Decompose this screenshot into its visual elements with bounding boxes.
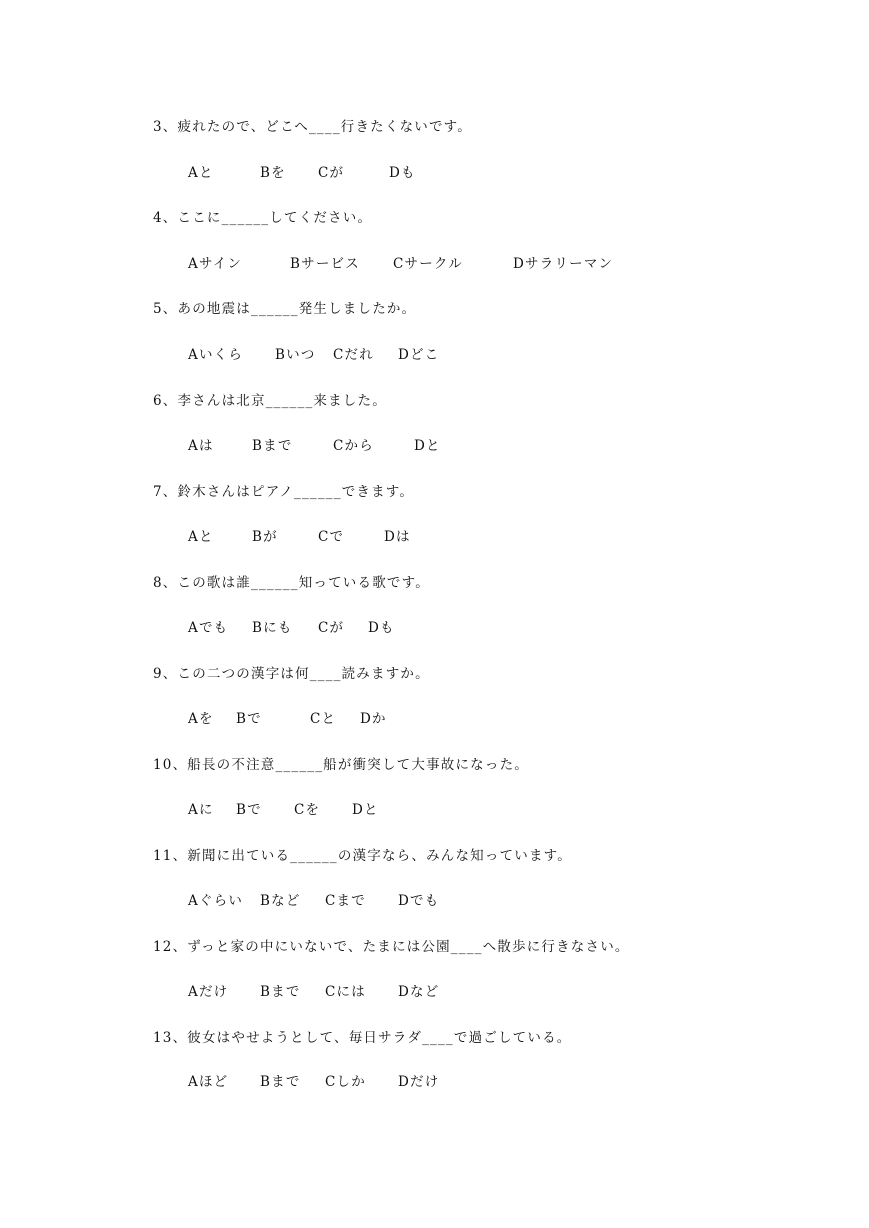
option-a: Aだけ — [188, 984, 229, 1000]
option-b: Bが — [252, 529, 278, 545]
option-a: Aは — [188, 438, 214, 454]
option-a: Aを — [188, 711, 214, 727]
option-d: Dも — [389, 165, 416, 181]
option-d: Dも — [368, 620, 395, 636]
option-c: Cサークル — [393, 256, 463, 272]
option-c: Cだれ — [333, 347, 374, 363]
option-a: Aほど — [188, 1074, 229, 1090]
option-c: Cには — [325, 984, 366, 1000]
option-c: Cから — [333, 438, 374, 454]
option-b: Bまで — [260, 1074, 301, 1090]
option-d: Dは — [384, 529, 411, 545]
option-d: Dと — [414, 438, 441, 454]
question-10: 10、船長の不注意______船が衝突して大事故になった。 — [153, 757, 529, 773]
question-3: 3、疲れたので、どこへ____行きたくないです。 — [153, 119, 472, 135]
option-c: Cまで — [325, 893, 366, 909]
question-12: 12、ずっと家の中にいないで、たまには公園____へ散歩に行きなさい。 — [153, 939, 630, 955]
question-8: 8、この歌は誰______知っている歌です。 — [153, 575, 430, 591]
option-a: Aサイン — [188, 256, 243, 272]
option-d: Dか — [360, 711, 387, 727]
option-c: Cを — [294, 802, 321, 818]
option-b: Bで — [236, 802, 262, 818]
option-b: Bにも — [252, 620, 293, 636]
option-d: Dでも — [398, 893, 440, 909]
option-b: Bサービス — [290, 256, 360, 272]
option-b: Bで — [236, 711, 262, 727]
option-c: Cが — [318, 165, 345, 181]
option-d: Dだけ — [398, 1074, 440, 1090]
question-13: 13、彼女はやせようとして、毎日サラダ____で過ごしている。 — [153, 1030, 572, 1046]
option-d: Dサラリーマン — [513, 256, 614, 272]
question-4: 4、ここに______してください。 — [153, 210, 373, 226]
option-c: Cしか — [325, 1074, 366, 1090]
option-b: Bいつ — [275, 347, 316, 363]
option-a: Aでも — [188, 620, 229, 636]
question-6: 6、李さんは北京______来ました。 — [153, 393, 387, 409]
option-a: Aいくら — [188, 347, 244, 363]
question-11: 11、新聞に出ている______の漢字なら、みんな知っています。 — [153, 848, 572, 864]
question-5: 5、あの地震は______発生しましたか。 — [153, 301, 417, 317]
option-b: Bなど — [260, 893, 301, 909]
option-c: Cが — [318, 620, 345, 636]
option-a: Aぐらい — [188, 893, 244, 909]
option-a: Aに — [188, 802, 214, 818]
option-b: Bまで — [260, 984, 301, 1000]
question-7: 7、鈴木さんはピアノ______できます。 — [153, 484, 415, 500]
option-c: Cと — [310, 711, 337, 727]
option-c: Cで — [318, 529, 345, 545]
question-9: 9、この二つの漢字は何____読みますか。 — [153, 666, 430, 682]
option-b: Bを — [260, 165, 286, 181]
option-a: Aと — [188, 529, 214, 545]
option-d: Dと — [352, 802, 379, 818]
option-a: Aと — [188, 165, 214, 181]
option-b: Bまで — [252, 438, 293, 454]
option-d: Dなど — [398, 984, 440, 1000]
option-d: Dどこ — [398, 347, 440, 363]
